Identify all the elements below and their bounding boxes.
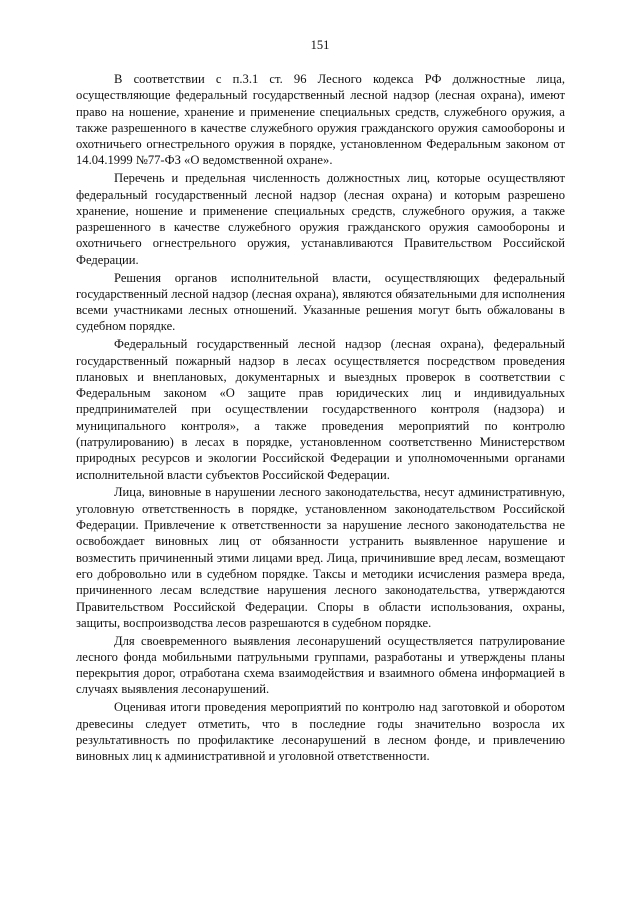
- paragraph-4: Федеральный государственный лесной надзор (лесная охрана), федеральный государственный пожарный надзор в лесах осуществляется посредством проведения плановых и внеплановых, документарных и выездных проверок в соответствии с Федеральным законом «О защите прав юридических лиц и индивидуальных предпринимателей при осуществлении государственного контроля (надзора) и муниципального контроля», а также проведения мероприятий по контролю (патрулированию) в лесах в порядке, установленном соответственно Министерством природных ресурсов и экологии Российской Федерации и уполномоченными органами исполнительной власти субъектов Российской Федерации.: [76, 337, 565, 482]
- paragraph-7: Оценивая итоги проведения мероприятий по контролю над заготовкой и оборотом древесины следует отметить, что в последние годы значительно возросла их результативность по профилактике лесонарушений в лесном фонде, и привлечению виновных лиц к административной и уголовной ответственности.: [76, 700, 565, 764]
- paragraph-3: Решения органов исполнительной власти, осуществляющих федеральный государственный лесной надзор (лесная охрана), являются обязательными для исполнения всеми участниками лесных отношений. Указанные решения могут быть обжалованы в судебном порядке.: [76, 270, 565, 334]
- paragraph-6: Для своевременного выявления лесонарушений осуществляется патрулирование лесного фонда мобильными патрульными группами, разработаны и утверждены планы перекрытия дорог, отработана схема взаимодействия и взаимного обмена информацией в случаях выявления лесонарушений.: [76, 633, 565, 697]
- paragraph-2: Перечень и предельная численность должностных лиц, которые осуществляют федеральный государственный лесной надзор (лесная охрана) и которым разрешено хранение, ношение и применение специальных средств, служебного оружия, а также разрешенного в качестве служебного оружия гражданского оружия самообороны и охотничьего огнестрельного оружия, устанавливаются Правительством Российской Федерации.: [76, 171, 565, 267]
- document-body: [76, 71, 565, 766]
- paragraph-1: В соответствии с п.3.1 ст. 96 Лесного кодекса РФ должностные лица, осуществляющие федеральный государственный лесной надзор (лесная охрана), имеют право на ношение, хранение и применение специальных средств, служебного оружия, а также разрешенного в качестве служебного оружия гражданского оружия самообороны и охотничьего огнестрельного оружия в порядке, установленном Федеральным законом от 14.04.1999 №77-ФЗ «О ведомственной охране».: [76, 72, 565, 168]
- paragraph-5: Лица, виновные в нарушении лесного законодательства, несут административную, уголовную ответственность в порядке, установленном законодательством Российской Федерации. Привлечение к ответственности за нарушение лесного законодательства не освобождает виновных лиц от обязанности устранить выявленное нарушение и возместить причиненный этими лицами вред. Лица, причинившие вред лесам, возмещают его добровольно или в судебном порядке. Таксы и методики исчисления размера вреда, причиненного лесам вследствие нарушения лесного законодательства, утверждаются Правительством Российской Федерации. Споры в области использования, охраны, защиты, воспроизводства лесов разрешаются в судебном порядке.: [76, 485, 565, 630]
- page-number: 151: [310, 38, 330, 52]
